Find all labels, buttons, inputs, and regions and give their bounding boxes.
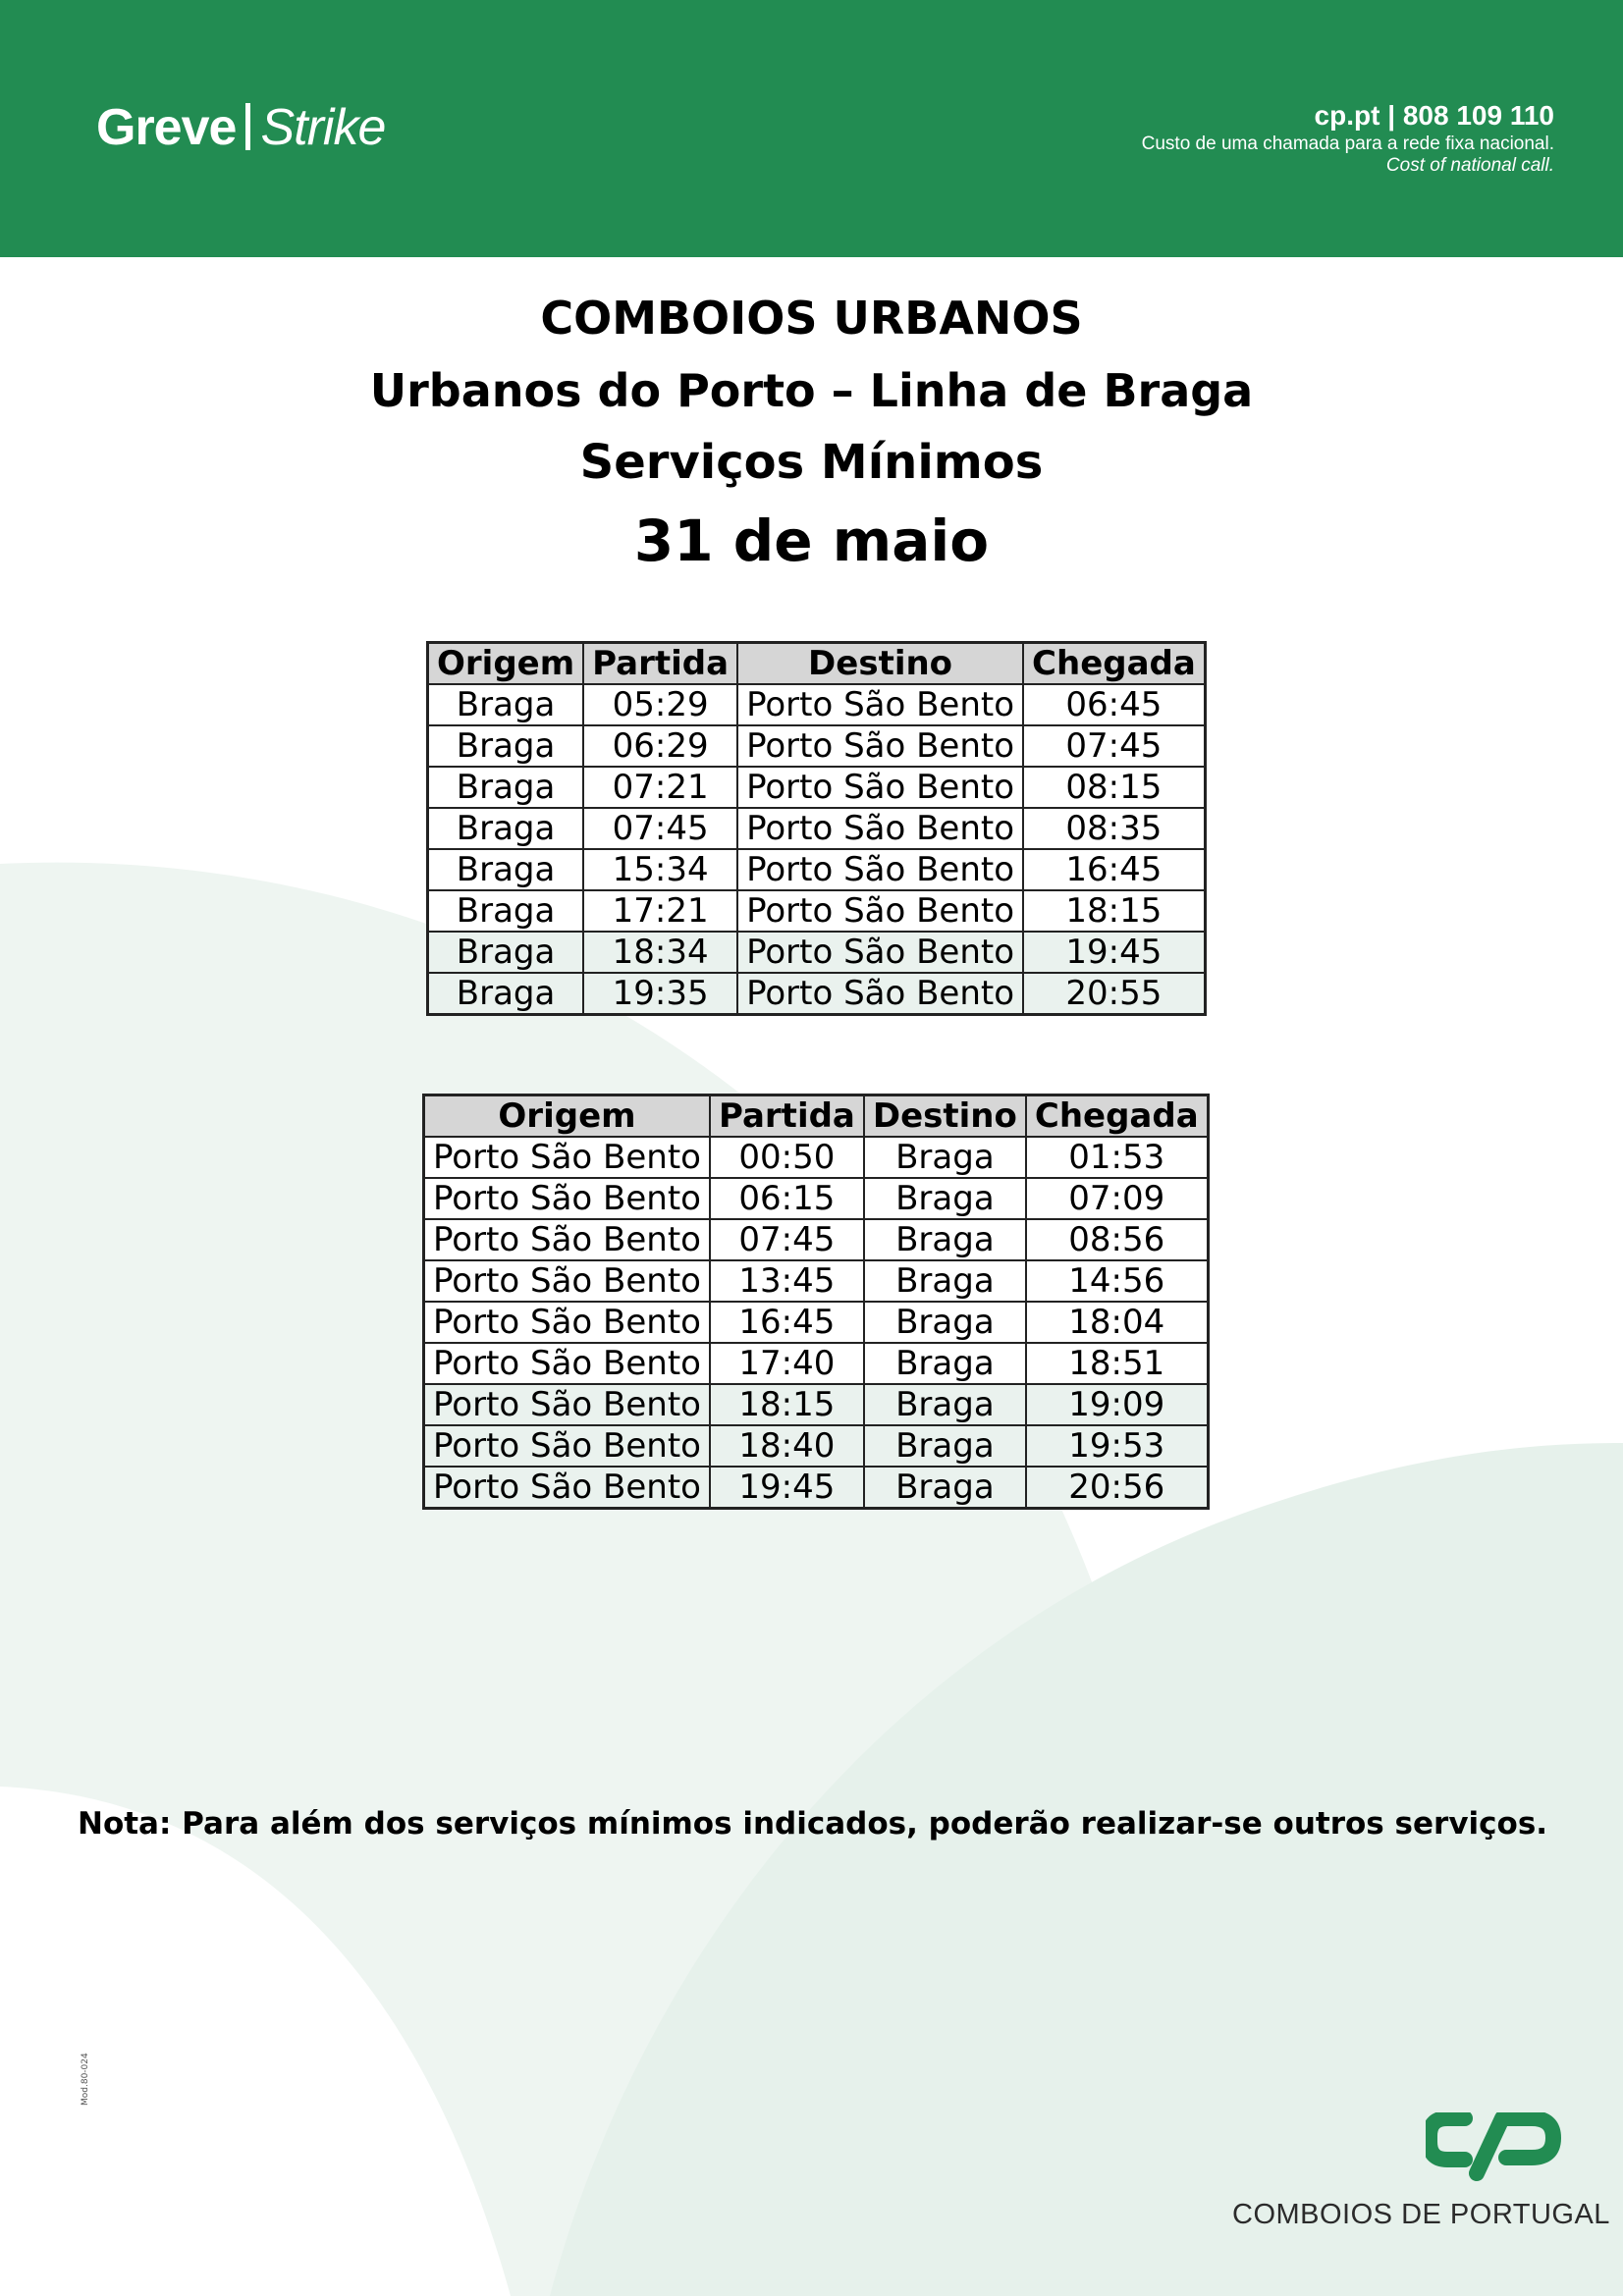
cell-origem: Porto São Bento <box>424 1384 710 1425</box>
cell-destino: Braga <box>864 1137 1026 1178</box>
cell-destino: Porto São Bento <box>737 767 1023 808</box>
contact-info <box>1142 98 1554 177</box>
col-header-origem: Origem <box>428 643 584 685</box>
cell-destino: Porto São Bento <box>737 849 1023 890</box>
header-banner <box>0 0 1623 257</box>
page-titles <box>0 285 1623 575</box>
cell-partida: 18:40 <box>710 1425 864 1467</box>
cell-chegada: 19:45 <box>1023 932 1205 973</box>
contact-line: cp.pt | 808 109 110 <box>1314 100 1554 131</box>
table-row <box>428 808 1206 849</box>
cell-destino: Porto São Bento <box>737 932 1023 973</box>
cell-partida: 07:45 <box>710 1219 864 1260</box>
cell-chegada: 18:15 <box>1023 890 1205 932</box>
table-header-row <box>424 1095 1209 1138</box>
table-row <box>424 1384 1209 1425</box>
cell-partida: 16:45 <box>710 1302 864 1343</box>
table-row <box>424 1219 1209 1260</box>
table-row <box>428 725 1206 767</box>
cell-partida: 17:40 <box>710 1343 864 1384</box>
cell-partida: 06:15 <box>710 1178 864 1219</box>
cell-chegada: 08:35 <box>1023 808 1205 849</box>
cell-partida: 05:29 <box>583 684 737 725</box>
table-row <box>428 932 1206 973</box>
table-row <box>428 973 1206 1015</box>
cell-origem: Braga <box>428 890 584 932</box>
cell-partida: 06:29 <box>583 725 737 767</box>
service-subtitle: Serviços Mínimos <box>579 435 1044 490</box>
cell-chegada: 19:09 <box>1026 1384 1208 1425</box>
cell-partida: 15:34 <box>583 849 737 890</box>
cell-chegada: 01:53 <box>1026 1137 1208 1178</box>
cell-chegada: 07:45 <box>1023 725 1205 767</box>
brand-primary: Greve <box>96 99 237 156</box>
table-row <box>428 890 1206 932</box>
col-header-partida: Partida <box>583 643 737 685</box>
cell-origem: Braga <box>428 849 584 890</box>
cell-destino: Braga <box>864 1343 1026 1384</box>
cell-chegada: 07:09 <box>1026 1178 1208 1219</box>
table-row <box>424 1260 1209 1302</box>
schedule-table-braga-porto <box>426 641 1207 1016</box>
page-title: COMBOIOS URBANOS <box>540 292 1083 345</box>
table-row <box>424 1425 1209 1467</box>
brand-secondary: Strike <box>260 99 386 156</box>
cell-origem: Braga <box>428 725 584 767</box>
cell-destino: Porto São Bento <box>737 973 1023 1015</box>
table-header-row <box>428 643 1206 685</box>
table-row <box>424 1178 1209 1219</box>
brand-divider <box>245 103 250 150</box>
cell-chegada: 18:04 <box>1026 1302 1208 1343</box>
cell-origem: Braga <box>428 684 584 725</box>
form-reference: Mod.80-024 <box>81 2053 90 2106</box>
cell-chegada: 08:56 <box>1026 1219 1208 1260</box>
cell-origem: Braga <box>428 932 584 973</box>
cell-destino: Braga <box>864 1384 1026 1425</box>
cell-destino: Porto São Bento <box>737 808 1023 849</box>
cell-chegada: 20:56 <box>1026 1467 1208 1509</box>
schedule-table-porto-braga <box>422 1094 1210 1510</box>
table-row <box>428 767 1206 808</box>
cell-partida: 13:45 <box>710 1260 864 1302</box>
cell-origem: Braga <box>428 973 584 1015</box>
cell-origem: Porto São Bento <box>424 1343 710 1384</box>
cell-origem: Porto São Bento <box>424 1260 710 1302</box>
table-row <box>424 1137 1209 1178</box>
cell-partida: 19:35 <box>583 973 737 1015</box>
cell-partida: 07:21 <box>583 767 737 808</box>
cell-destino: Braga <box>864 1260 1026 1302</box>
cell-destino: Braga <box>864 1467 1026 1509</box>
cell-origem: Braga <box>428 808 584 849</box>
cell-chegada: 19:53 <box>1026 1425 1208 1467</box>
cell-destino: Braga <box>864 1425 1026 1467</box>
brand-title <box>96 98 385 157</box>
cell-partida: 17:21 <box>583 890 737 932</box>
cell-partida: 18:15 <box>710 1384 864 1425</box>
cell-destino: Braga <box>864 1302 1026 1343</box>
call-note-en: Cost of national call. <box>1385 155 1554 176</box>
cell-chegada: 06:45 <box>1023 684 1205 725</box>
cell-origem: Porto São Bento <box>424 1302 710 1343</box>
cell-destino: Porto São Bento <box>737 725 1023 767</box>
table-row <box>428 684 1206 725</box>
line-subtitle: Urbanos do Porto – Linha de Braga <box>369 364 1254 417</box>
cell-origem: Porto São Bento <box>424 1425 710 1467</box>
table-row <box>424 1302 1209 1343</box>
cp-logo-icon <box>1426 2112 1561 2187</box>
cell-partida: 19:45 <box>710 1467 864 1509</box>
cell-destino: Porto São Bento <box>737 890 1023 932</box>
cell-chegada: 16:45 <box>1023 849 1205 890</box>
company-name: COMBOIOS DE PORTUGAL <box>1232 2199 1610 2230</box>
cell-origem: Porto São Bento <box>424 1219 710 1260</box>
cell-origem: Porto São Bento <box>424 1467 710 1509</box>
date-title: 31 de maio <box>633 507 990 574</box>
col-header-origem: Origem <box>424 1095 710 1138</box>
cell-chegada: 20:55 <box>1023 973 1205 1015</box>
cell-destino: Braga <box>864 1219 1026 1260</box>
col-header-destino: Destino <box>737 643 1023 685</box>
cell-origem: Braga <box>428 767 584 808</box>
col-header-chegada: Chegada <box>1023 643 1205 685</box>
col-header-chegada: Chegada <box>1026 1095 1208 1138</box>
cell-chegada: 18:51 <box>1026 1343 1208 1384</box>
call-note-pt: Custo de uma chamada para a rede fixa nacional. <box>1141 133 1554 154</box>
col-header-destino: Destino <box>864 1095 1026 1138</box>
cell-partida: 07:45 <box>583 808 737 849</box>
cell-chegada: 08:15 <box>1023 767 1205 808</box>
cell-chegada: 14:56 <box>1026 1260 1208 1302</box>
cell-destino: Porto São Bento <box>737 684 1023 725</box>
table-row <box>428 849 1206 890</box>
cell-partida: 00:50 <box>710 1137 864 1178</box>
cell-origem: Porto São Bento <box>424 1178 710 1219</box>
table-row <box>424 1343 1209 1384</box>
table-row <box>424 1467 1209 1509</box>
col-header-partida: Partida <box>710 1095 864 1138</box>
cell-partida: 18:34 <box>583 932 737 973</box>
cell-destino: Braga <box>864 1178 1026 1219</box>
cell-origem: Porto São Bento <box>424 1137 710 1178</box>
footnote: Nota: Para além dos serviços mínimos indicados, poderão realizar-se outros serviços. <box>78 1806 1548 1842</box>
